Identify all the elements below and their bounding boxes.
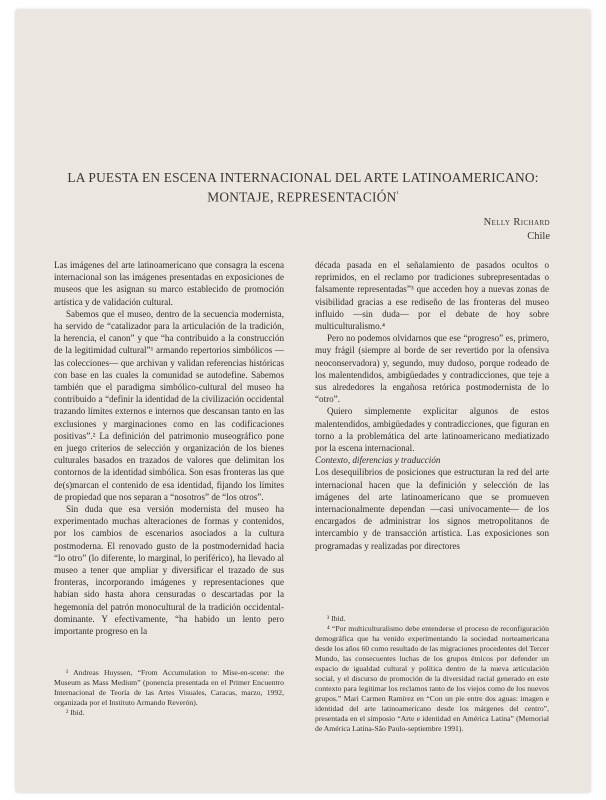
footnote-3: ³ Ibid. [327, 614, 346, 623]
section-subheading: Contexto, diferencias y traducción [315, 455, 441, 466]
title-line-2-text: MONTAJE, REPRESENTACIÓN [207, 189, 397, 205]
left-paragraph-1: Las imágenes del arte latinoamericano que consagra la escena internacional son las imágenes presentadas en exposiciones de museos que les asignan su marco establecido de promoción artística y de validación cultural. [54, 260, 284, 307]
left-paragraph-3: Sin duda que esa versión modernista del museo ha experimentado muchas alteraciones de formas y contenidos, por los cambios de escenarios asociados a la cultura postmoderna. El renovado gusto de la postmodernidad hacia “lo otro” (lo diferente, lo marginal, lo periférico), ha llevado al museo a tener que ampliar y diversificar el trazado de sus fronteras, incorporando imágenes y representaciones que habían sido hasta ahora censuradas o descartadas por la hegemonía del patrón monocultural de la tradición occidental-dominante. Y efectivamente, “ha habido un lento pero importante progreso en la [54, 504, 284, 637]
right-footnotes [315, 614, 549, 734]
left-paragraph-2: Sabemos que el museo, dentro de la secuencia modernista, ha servido de “catalizador para la articulación de la tradición, la herencia, el canon” y que “ha contribuido a la construcción de la legitimidad cultural”¹ armando repertorios simbólicos —las colecciones— que archivan y validan referencias históricas con base en las cuales la comunidad se autodefine. Sabemos también que el paradigma simbólico-cultural del museo ha contribuido a “definir la identidad de la civilización occidental trazando límites externos e internos que descansan tanto en las exclusiones y marginaciones como en las codificaciones positivas”.² La definición del patrimonio museográfico pone en juego criterios de selección y organización de los bienes culturales basados en trazados de valores que delimitan los contornos de la identidad simbólica. Son esas fronteras las que de(s)marcan el contenido de esa identidad, fijando los límites de propiedad que nos separan a “nosotros” de “los otros”. [54, 308, 284, 502]
right-paragraph-3: Quiero simplemente explicitar algunos de estos malentendidos, ambigüedades y contradicciones, que figuran en torno a la problemática del arte latinoamericano mediatizado por la escena internacional. [315, 406, 549, 454]
author-name: Nelly Richard [483, 217, 550, 228]
right-paragraph-1: década pasada en el señalamiento de pasados ocultos o reprimidos, en el reclamo por tradiciones subrepresentadas o falsamente representadas”³ que acceden hoy a nuevas zonas de visibilidad gracias a ese rediseño de las fronteras del museo influido —sin duda— por el debate de hoy sobre multiculturalismo.⁴ [315, 260, 549, 332]
left-column [54, 259, 284, 637]
right-column [315, 259, 549, 552]
title-footnote-mark: ¹ [396, 190, 399, 198]
right-paragraph-2: Pero no podemos olvidarnos que ese “progreso” es, primero, muy frágil (siempre al borde de ser revertido por la ofensiva neoconservadora) y, segundo, muy dudoso, porque rodeado de los malentendidos, ambigüedades y contradicciones, que teje a sus alrededores la engañosa retórica postmodernista de lo “otro”. [315, 333, 549, 405]
author-country: Chile [527, 231, 550, 242]
section-paragraph: Los desequilibrios de posiciones que estructuran la red del arte internacional hacen que la definición y selección de las imágenes del arte latinoamericano que se promueven internacionalmente dependan —casi unívocamente— de los encargados de administrar los signos metropolitanos de intercambio y de transacción artística. Las exposiciones son programadas y realizadas por directores [315, 467, 549, 551]
left-footnotes [54, 668, 284, 718]
footnote-1: ¹ Andreas Huyssen, “From Accumulation to Mise-en-scene: the Museum as Mass Medium” (ponencia presentada en el Primer Encuentro Internacional de Teoría de las Artes Visuales, Caracas, marzo, 1992, organizada por el Instituto Armando Reverón). [54, 668, 284, 707]
author-block [484, 216, 550, 244]
article-title [46, 170, 560, 205]
book-page [16, 10, 590, 792]
footnote-4: ⁴ “Por multiculturalismo debe entenderse el proceso de reconfiguración demográfica que ha venido experimentando la sociedad norteamericana desde los años 60 como resultado de las migraciones procedentes del Tercer Mundo, las consecuentes luchas de los grupos étnicos por defender un espacio de igualdad cultural y política dentro de la nueva articulación social, y el discurso de promoción de la diversidad racial generado en este contexto para legitimar los reclamos tanto de los viejos como de los nuevos grupos.” Mari Carmen Ramírez en “Con un pie entre dos aguas: imagen e identidad del arte latinoamericano desde los márgenes del centro”, presentada en el simposio “Arte e identidad en América Latina” (Memorial de América Latina-São Paulo-septiembre 1991). [315, 624, 549, 733]
footnote-2: ² Ibid. [66, 708, 85, 717]
title-line-1: LA PUESTA EN ESCENA INTERNACIONAL DEL ARTE LATINOAMERICANO: [67, 170, 539, 185]
title-line-2 [46, 186, 560, 205]
